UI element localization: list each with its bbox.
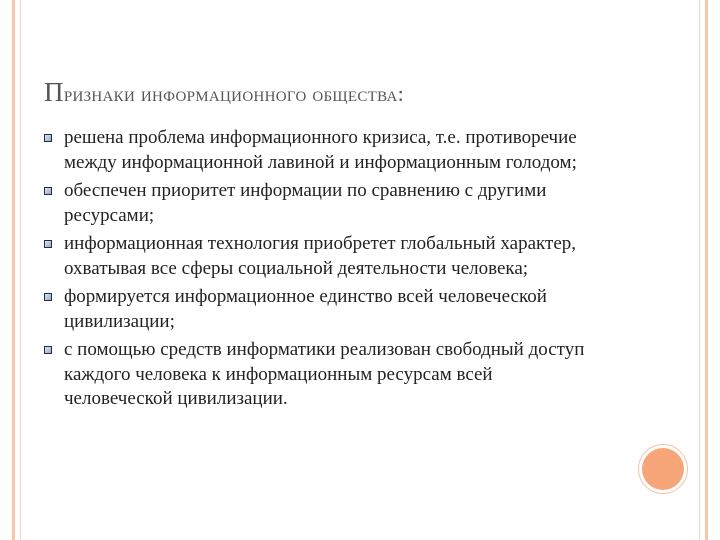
square-bullet-icon: [44, 240, 52, 248]
square-bullet-icon: [44, 346, 52, 354]
list-item-text: с помощью средств информатики реализован свободный доступ каждого человека к информационным ресурсам всей человеческой цивилизации.: [64, 339, 585, 409]
list-item-text: решена проблема информационного кризиса, т.е. противоречие между информационной лавиной и информационным голодом;: [64, 127, 577, 173]
title-initial: П: [44, 77, 64, 107]
list-item: [44, 232, 604, 281]
list-item: [44, 126, 604, 175]
list-item-text: обеспечен приоритет информации по сравнению с другими ресурсами;: [64, 180, 547, 226]
square-bullet-icon: [44, 187, 52, 195]
bullet-list: [44, 126, 604, 416]
title-text: ризнаки информационного общества:: [63, 81, 404, 106]
decorative-circle-icon: [642, 448, 684, 490]
square-bullet-icon: [44, 134, 52, 142]
list-item-text: формируется информационное единство всей человеческой цивилизации;: [64, 286, 547, 332]
list-item-text: информационная технология приобретет глобальный характер, охватывая все сферы социальной деятельности человека;: [64, 233, 576, 279]
list-item: [44, 179, 604, 228]
slide-title: [44, 77, 404, 108]
list-item: [44, 338, 604, 412]
list-item: [44, 285, 604, 334]
square-bullet-icon: [44, 293, 52, 301]
